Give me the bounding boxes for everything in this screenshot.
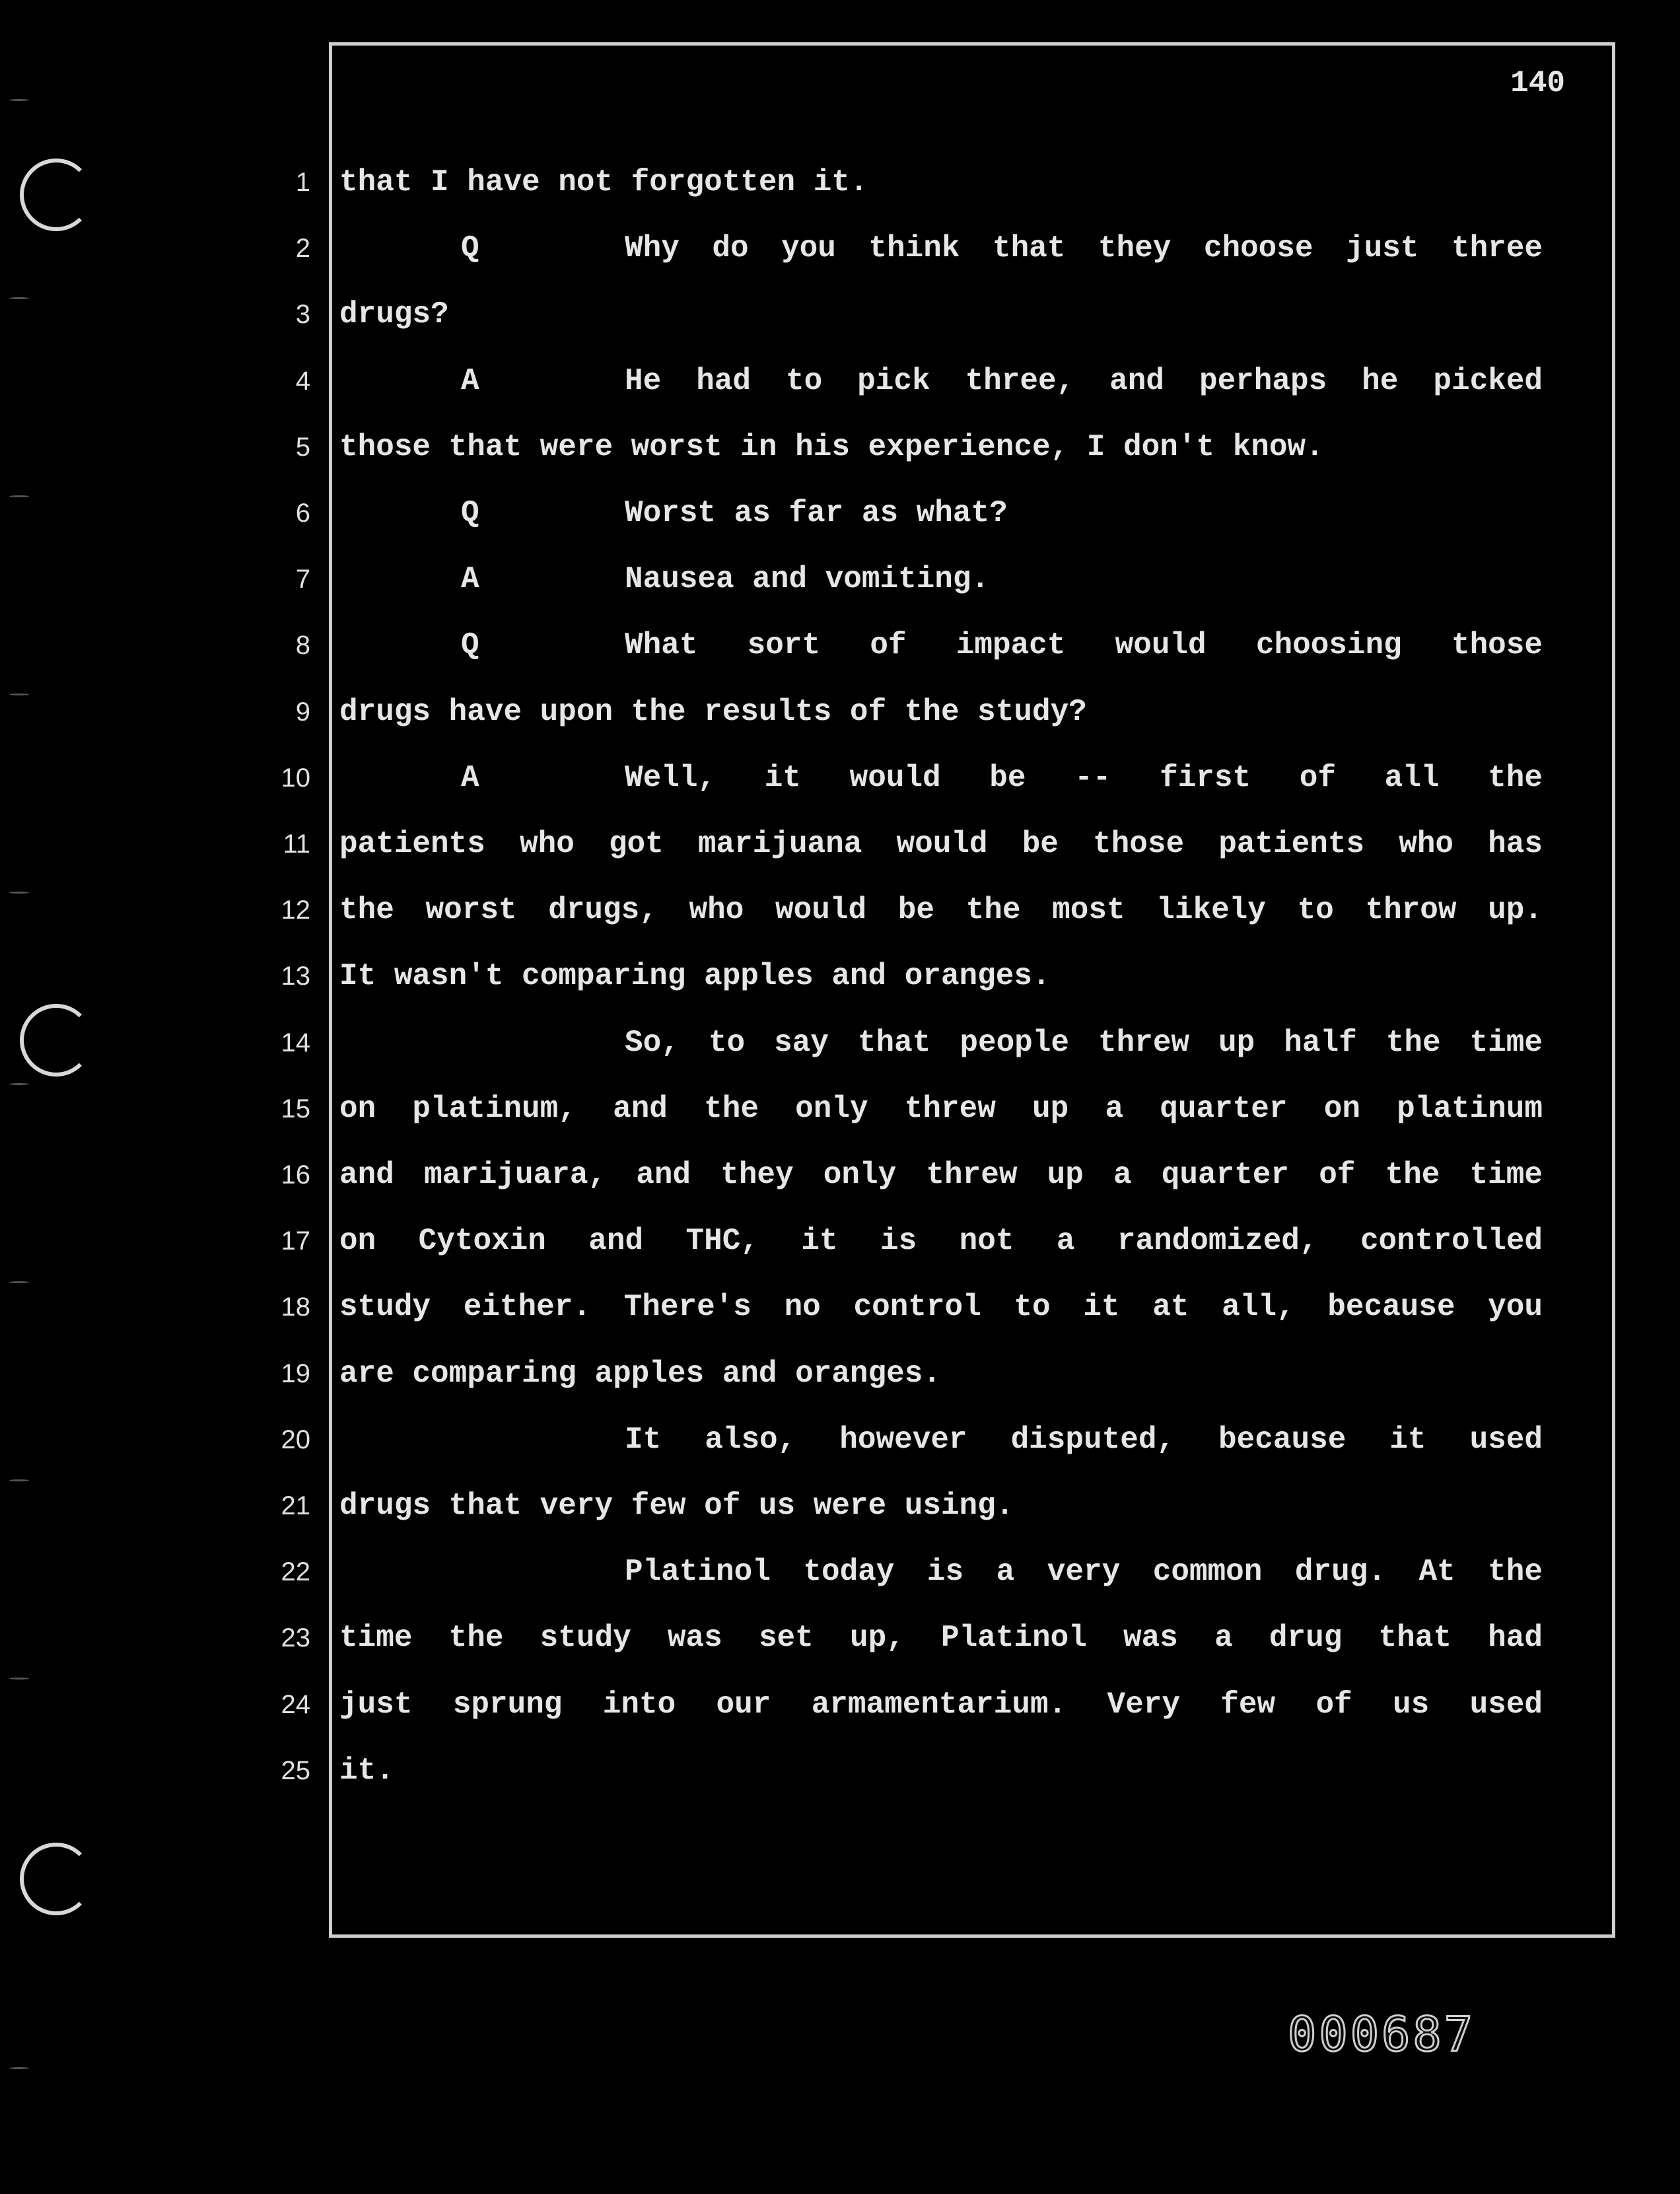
transcript-line-text: Platinol today is a very common drug. At the (625, 1555, 1543, 1589)
binder-hole-middle (20, 1004, 92, 1077)
line-number: 12 (281, 896, 310, 925)
transcript-line-text: Worst as far as what? (625, 496, 1008, 530)
line-number: 10 (281, 763, 310, 793)
line-number: 5 (295, 433, 310, 462)
line-number: 25 (281, 1756, 310, 1785)
line-number: 16 (281, 1160, 310, 1189)
transcript-line-text: on platinum, and the only threw up a quarter on platinum (339, 1092, 1543, 1126)
margin-scan-mark (9, 495, 29, 497)
speaker-label: Q (461, 496, 479, 530)
transcript-line-text: patients who got marijuana would be those patients who has (339, 827, 1543, 861)
line-number: 2 (295, 234, 310, 263)
speaker-label: A (461, 364, 479, 398)
transcript-line-text: time the study was set up, Platinol was a drug that had (339, 1621, 1543, 1655)
binder-hole-bottom (20, 1843, 92, 1915)
line-number: 7 (295, 565, 310, 594)
line-number: 6 (295, 499, 310, 528)
page-number: 140 (1510, 66, 1565, 100)
transcript-line-text: just sprung into our armamentarium. Very few of us used (339, 1687, 1543, 1722)
transcript-line-text: What sort of impact would choosing those (625, 628, 1543, 662)
line-number: 15 (281, 1094, 310, 1123)
margin-scan-mark (9, 1281, 29, 1283)
transcript-line-text: the worst drugs, who would be the most likely to throw up. (339, 893, 1543, 927)
speaker-label: Q (461, 628, 479, 662)
line-number: 23 (281, 1623, 310, 1652)
margin-scan-mark (9, 1479, 29, 1481)
transcript-line-text: those that were worst in his experience, I don't know. (339, 430, 1324, 464)
transcript-line-text: Well, it would be -- first of all the (625, 761, 1543, 795)
transcript-line-text: He had to pick three, and perhaps he picked (625, 364, 1543, 398)
line-number: 13 (281, 962, 310, 991)
margin-scan-mark (9, 297, 29, 299)
line-number: 18 (281, 1292, 310, 1322)
transcript-line-text: It wasn't comparing apples and oranges. (339, 959, 1051, 993)
line-number: 1 (295, 168, 310, 197)
bates-number: 000687 (1288, 2006, 1476, 2062)
margin-scan-mark (9, 2067, 29, 2069)
line-number: 8 (295, 631, 310, 660)
line-number: 4 (295, 367, 310, 396)
margin-scan-mark (9, 693, 29, 695)
transcript-line-text: Nausea and vomiting. (625, 562, 990, 596)
margin-scan-mark (9, 99, 29, 101)
transcript-line-text: Why do you think that they choose just three (625, 231, 1543, 265)
line-number: 14 (281, 1028, 310, 1057)
transcript-line-text: and marijuara, and they only threw up a quarter of the time (339, 1158, 1543, 1192)
speaker-label: Q (461, 231, 479, 265)
transcript-line-text: study either. There's no control to it at all, because you (339, 1290, 1543, 1324)
transcript-line-text: are comparing apples and oranges. (339, 1357, 941, 1391)
margin-scan-mark (9, 892, 29, 894)
transcript-line-text: So, to say that people threw up half the time (625, 1026, 1543, 1060)
line-number: 20 (281, 1425, 310, 1454)
line-number: 3 (295, 300, 310, 329)
line-number: 17 (281, 1226, 310, 1256)
line-number: 11 (283, 830, 310, 859)
line-number: 22 (281, 1557, 310, 1586)
binder-hole-top (20, 159, 92, 231)
transcript-line-text: drugs have upon the results of the study? (339, 695, 1087, 729)
transcript-line-text: drugs that very few of us were using. (339, 1489, 1014, 1523)
transcript-line-text: it. (339, 1753, 394, 1788)
margin-scan-mark (9, 1678, 29, 1680)
transcript-line-text: on Cytoxin and THC, it is not a randomized, controlled (339, 1224, 1543, 1258)
line-number: 24 (281, 1690, 310, 1719)
line-number: 9 (295, 697, 310, 726)
margin-scan-mark (9, 1083, 29, 1085)
transcript-line-text: It also, however disputed, because it used (625, 1423, 1543, 1457)
transcript-line-text: drugs? (339, 297, 449, 332)
line-number: 21 (281, 1491, 310, 1520)
speaker-label: A (461, 761, 479, 795)
transcript-line-text: that I have not forgotten it. (339, 165, 868, 199)
line-number: 19 (281, 1359, 310, 1388)
speaker-label: A (461, 562, 479, 596)
